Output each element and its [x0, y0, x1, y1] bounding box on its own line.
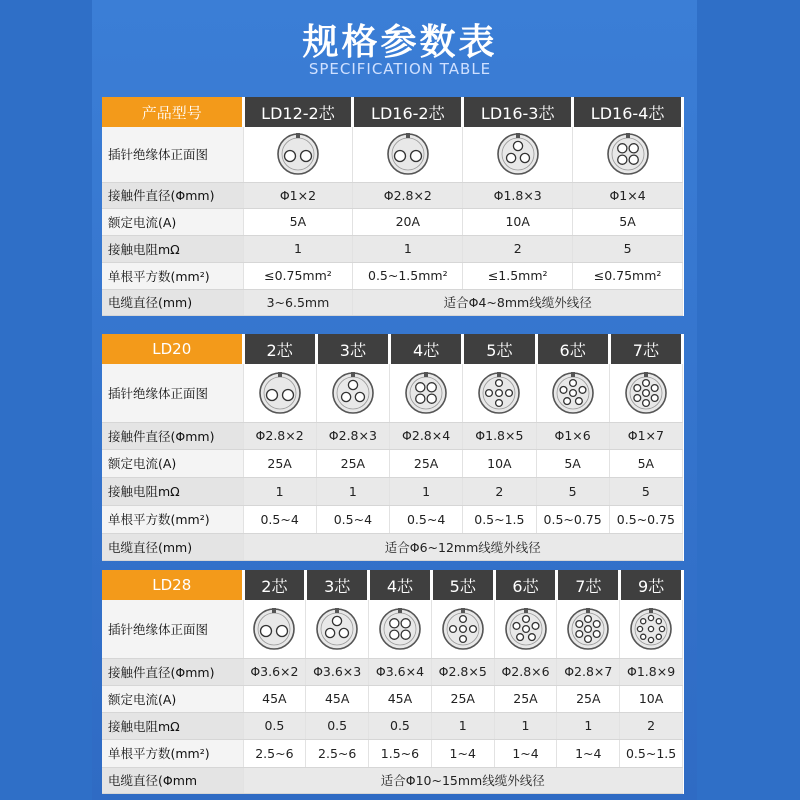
pin-hole — [513, 142, 522, 151]
row-label-current: 额定电流(A) — [102, 208, 243, 235]
cell-area: 2.5~6 — [306, 739, 369, 767]
cell-area: 1~4 — [431, 739, 494, 767]
cell-cable-merged: 适合Φ4~8mm线缆外线径 — [353, 289, 683, 315]
pin-hole — [617, 155, 626, 164]
cell-diameter: Φ2.8×4 — [390, 422, 463, 449]
insulator-icon-cell — [573, 127, 683, 182]
insulator-icon-cell — [463, 364, 536, 422]
pin-hole — [585, 615, 592, 622]
cell-area: 0.5~4 — [316, 505, 389, 533]
cell-diameter: Φ2.8×2 — [243, 422, 316, 449]
cell-area: ≤0.75mm² — [573, 262, 683, 289]
pin-hole — [459, 615, 466, 622]
cell-current: 25A — [494, 685, 557, 712]
insulator-icon-cell — [609, 364, 682, 422]
cell-resistance: 1 — [316, 477, 389, 505]
row-label-current: 额定电流(A) — [102, 685, 243, 712]
cell-area: 0.5~1.5mm² — [353, 262, 463, 289]
cell-resistance: 0.5 — [369, 712, 432, 739]
cell-area: 2.5~6 — [243, 739, 306, 767]
insulator-icon-cell — [306, 600, 369, 658]
cell-diameter: Φ2.8×7 — [557, 658, 620, 685]
cell-area: 1.5~6 — [369, 739, 432, 767]
cell-resistance: 0.5 — [243, 712, 306, 739]
row-label-cable: 电缆直径(mm) — [102, 533, 243, 560]
connector-face-icon — [257, 370, 303, 416]
page-title: 规格参数表 — [302, 22, 498, 63]
pin-hole — [261, 625, 272, 636]
cell-resistance: 1 — [390, 477, 463, 505]
col-header: 3芯 — [306, 570, 369, 600]
col-header: 9芯 — [620, 570, 683, 600]
pin-hole — [642, 379, 649, 386]
connector-face-icon — [628, 606, 674, 652]
pin-hole — [629, 155, 638, 164]
pin-hole — [355, 392, 364, 401]
col-header: LD16-4芯 — [573, 97, 683, 127]
cell-resistance: 1 — [243, 235, 353, 262]
cell-current: 25A — [431, 685, 494, 712]
col-header: 4芯 — [390, 334, 463, 364]
model-header: 产品型号 — [102, 97, 243, 127]
pin-hole — [394, 151, 405, 162]
pin-hole — [642, 399, 649, 406]
pin-hole — [416, 382, 425, 391]
pin-hole — [277, 625, 288, 636]
cell-resistance: 0.5 — [306, 712, 369, 739]
cell-area: 0.5~0.75 — [536, 505, 609, 533]
pin-hole — [576, 630, 583, 637]
pin-hole — [516, 633, 523, 640]
cell-current: 5A — [536, 449, 609, 477]
pin-hole — [641, 634, 646, 639]
connector-face-icon — [440, 606, 486, 652]
cell-diameter: Φ1.8×3 — [463, 182, 573, 208]
cell-area: 0.5~4 — [390, 505, 463, 533]
pin-hole — [496, 399, 503, 406]
row-label-area: 单根平方数(mm²) — [102, 739, 243, 767]
cell-resistance: 5 — [609, 477, 682, 505]
pin-hole — [520, 154, 529, 163]
model-header: LD28 — [102, 570, 243, 600]
pin-hole — [648, 626, 653, 631]
connector-face-icon — [565, 606, 611, 652]
cell-resistance: 1 — [494, 712, 557, 739]
cell-diameter: Φ1×6 — [536, 422, 609, 449]
connector-face-icon — [605, 131, 651, 177]
insulator-icon-cell — [369, 600, 432, 658]
col-header: 3芯 — [316, 334, 389, 364]
pin-hole — [416, 394, 425, 403]
insulator-icon-cell — [620, 600, 683, 658]
pin-hole — [401, 630, 410, 639]
connector-face-icon — [503, 606, 549, 652]
cell-current: 25A — [390, 449, 463, 477]
col-header: 7芯 — [609, 334, 682, 364]
pin-hole — [569, 379, 576, 386]
pin-hole — [656, 618, 661, 623]
insulator-icon-cell — [557, 600, 620, 658]
pin-hole — [401, 618, 410, 627]
pin-hole — [585, 635, 592, 642]
pin-hole — [651, 384, 658, 391]
row-label-insulator: 插针绝缘体正面图 — [102, 600, 243, 658]
cell-diameter: Φ1×4 — [573, 182, 683, 208]
row-label-diameter: 接触件直径(Φmm) — [102, 182, 243, 208]
insulator-icon-cell — [431, 600, 494, 658]
pin-hole — [594, 620, 601, 627]
cell-diameter: Φ2.8×6 — [494, 658, 557, 685]
pin-hole — [282, 389, 293, 400]
insulator-icon-cell — [390, 364, 463, 422]
col-header: 7芯 — [557, 570, 620, 600]
cell-current: 45A — [306, 685, 369, 712]
row-label-resistance: 接触电阻mΩ — [102, 235, 243, 262]
cell-cable: 3~6.5mm — [243, 289, 353, 315]
pin-hole — [575, 397, 582, 404]
insulator-icon-cell — [316, 364, 389, 422]
pin-hole — [339, 628, 348, 637]
pin-hole — [496, 379, 503, 386]
cell-resistance: 1 — [557, 712, 620, 739]
insulator-icon-cell — [536, 364, 609, 422]
pin-hole — [333, 616, 342, 625]
pin-hole — [300, 151, 311, 162]
cell-resistance: 2 — [463, 235, 573, 262]
connector-face-icon — [550, 370, 596, 416]
row-label-area: 单根平方数(mm²) — [102, 262, 243, 289]
insulator-icon-cell — [243, 127, 353, 182]
cell-current: 5A — [609, 449, 682, 477]
cell-diameter: Φ1.8×5 — [463, 422, 536, 449]
pin-hole — [648, 615, 653, 620]
pin-hole — [569, 389, 576, 396]
pin-hole — [641, 618, 646, 623]
pin-hole — [522, 625, 529, 632]
col-header: LD12-2芯 — [243, 97, 353, 127]
connector-face-icon — [623, 370, 669, 416]
row-label-resistance: 接触电阻mΩ — [102, 477, 243, 505]
cell-current: 20A — [353, 208, 463, 235]
col-header: LD16-2芯 — [353, 97, 463, 127]
row-label-cable: 电缆直径(mm) — [102, 289, 243, 315]
connector-face-icon — [385, 131, 431, 177]
connector-face-icon — [476, 370, 522, 416]
row-label-cable: 电缆直径(Φmm — [102, 767, 243, 793]
pin-hole — [469, 625, 476, 632]
pin-hole — [449, 625, 456, 632]
cell-current: 10A — [620, 685, 683, 712]
cell-diameter: Φ3.6×2 — [243, 658, 306, 685]
pin-hole — [532, 622, 539, 629]
pin-hole — [284, 151, 295, 162]
cell-current: 25A — [557, 685, 620, 712]
cell-area: 0.5~0.75 — [609, 505, 682, 533]
row-label-insulator: 插针绝缘体正面图 — [102, 364, 243, 422]
pin-hole — [341, 392, 350, 401]
pin-hole — [486, 389, 493, 396]
cell-area: ≤1.5mm² — [463, 262, 573, 289]
cell-current: 10A — [463, 208, 573, 235]
pin-hole — [642, 389, 649, 396]
pin-hole — [427, 382, 436, 391]
pin-hole — [576, 620, 583, 627]
pin-hole — [528, 633, 535, 640]
cell-resistance: 1 — [353, 235, 463, 262]
cell-area: 0.5~4 — [243, 505, 316, 533]
col-header: LD16-3芯 — [463, 97, 573, 127]
pin-hole — [629, 144, 638, 153]
pin-hole — [326, 628, 335, 637]
cell-current: 45A — [369, 685, 432, 712]
connector-face-icon — [495, 131, 541, 177]
col-header: 2芯 — [243, 334, 316, 364]
connector-face-icon — [330, 370, 376, 416]
cell-area: 0.5~1.5 — [620, 739, 683, 767]
cell-current: 25A — [243, 449, 316, 477]
cell-diameter: Φ3.6×3 — [306, 658, 369, 685]
insulator-icon-cell — [353, 127, 463, 182]
pin-hole — [648, 637, 653, 642]
connector-face-icon — [251, 606, 297, 652]
cell-diameter: Φ2.8×2 — [353, 182, 463, 208]
row-label-insulator: 插针绝缘体正面图 — [102, 127, 243, 182]
col-header: 4芯 — [369, 570, 432, 600]
row-label-area: 单根平方数(mm²) — [102, 505, 243, 533]
cell-area: 1~4 — [557, 739, 620, 767]
cell-diameter: Φ1.8×9 — [620, 658, 683, 685]
pin-hole — [390, 630, 399, 639]
cell-diameter: Φ3.6×4 — [369, 658, 432, 685]
cell-resistance: 5 — [573, 235, 683, 262]
pin-hole — [459, 635, 466, 642]
cell-resistance: 5 — [536, 477, 609, 505]
col-header: 5芯 — [431, 570, 494, 600]
pin-hole — [459, 625, 466, 632]
pin-hole — [617, 144, 626, 153]
model-header: LD20 — [102, 334, 243, 364]
cell-resistance: 2 — [463, 477, 536, 505]
col-header: 2芯 — [243, 570, 306, 600]
pin-hole — [513, 622, 520, 629]
connector-face-icon — [314, 606, 360, 652]
cell-resistance: 1 — [431, 712, 494, 739]
pin-hole — [634, 394, 641, 401]
pin-hole — [579, 386, 586, 393]
insulator-icon-cell — [243, 600, 306, 658]
cell-current: 25A — [316, 449, 389, 477]
pin-hole — [410, 151, 421, 162]
spec-table-ld20 — [102, 334, 684, 561]
pin-hole — [656, 634, 661, 639]
row-label-resistance: 接触电阻mΩ — [102, 712, 243, 739]
pin-hole — [427, 394, 436, 403]
cell-current: 10A — [463, 449, 536, 477]
pin-hole — [496, 389, 503, 396]
cell-current: 45A — [243, 685, 306, 712]
pin-hole — [522, 615, 529, 622]
pin-hole — [506, 389, 513, 396]
cell-cable-merged: 适合Φ10~15mm线缆外线径 — [243, 767, 683, 793]
cell-diameter: Φ1×2 — [243, 182, 353, 208]
cell-resistance: 2 — [620, 712, 683, 739]
col-header: 6芯 — [494, 570, 557, 600]
insulator-icon-cell — [494, 600, 557, 658]
pin-hole — [560, 386, 567, 393]
pin-hole — [506, 154, 515, 163]
connector-face-icon — [275, 131, 321, 177]
spec-table-ld12-ld16 — [102, 97, 684, 316]
insulator-icon-cell — [463, 127, 573, 182]
cell-diameter: Φ2.8×5 — [431, 658, 494, 685]
pin-hole — [659, 626, 664, 631]
connector-face-icon — [377, 606, 423, 652]
col-header: 6芯 — [536, 334, 609, 364]
col-header: 5芯 — [463, 334, 536, 364]
pin-hole — [563, 397, 570, 404]
connector-face-icon — [403, 370, 449, 416]
pin-hole — [266, 389, 277, 400]
pin-hole — [585, 625, 592, 632]
cell-area: ≤0.75mm² — [243, 262, 353, 289]
row-label-current: 额定电流(A) — [102, 449, 243, 477]
cell-area: 0.5~1.5 — [463, 505, 536, 533]
spec-table-ld28 — [102, 570, 684, 794]
cell-diameter: Φ2.8×3 — [316, 422, 389, 449]
pin-hole — [594, 630, 601, 637]
pin-hole — [651, 394, 658, 401]
pin-hole — [348, 380, 357, 389]
cell-area: 1~4 — [494, 739, 557, 767]
pin-hole — [637, 626, 642, 631]
cell-current: 5A — [573, 208, 683, 235]
cell-diameter: Φ1×7 — [609, 422, 682, 449]
pin-hole — [634, 384, 641, 391]
insulator-icon-cell — [243, 364, 316, 422]
page-subtitle: SPECIFICATION TABLE — [308, 60, 492, 78]
row-label-diameter: 接触件直径(Φmm) — [102, 422, 243, 449]
row-label-diameter: 接触件直径(Φmm) — [102, 658, 243, 685]
pin-hole — [390, 618, 399, 627]
cell-resistance: 1 — [243, 477, 316, 505]
cell-current: 5A — [243, 208, 353, 235]
cell-cable-merged: 适合Φ6~12mm线缆外线径 — [243, 533, 683, 560]
